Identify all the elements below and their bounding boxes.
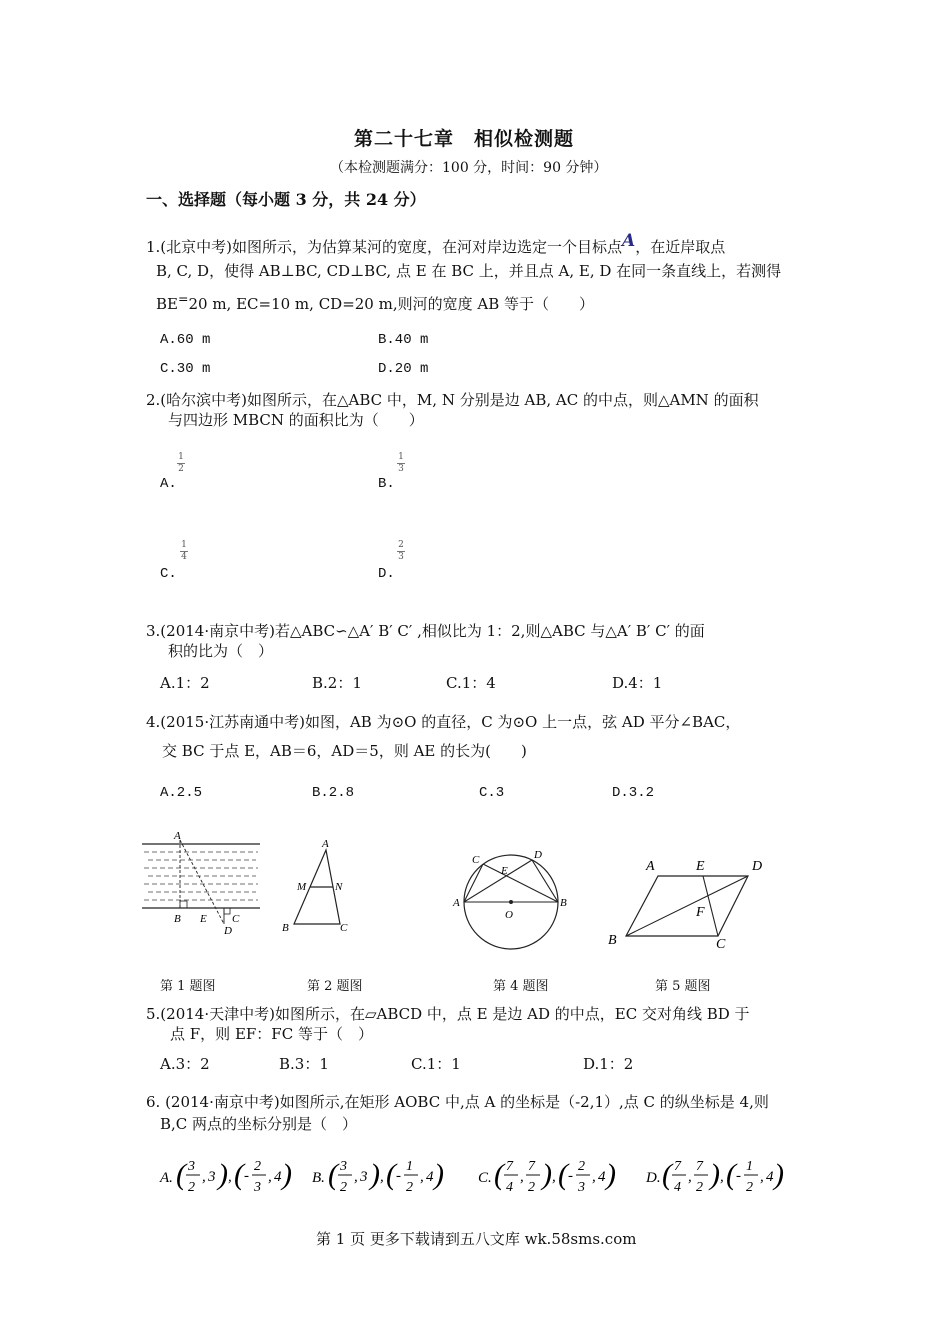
- q6-d-paren-close-2: ): [774, 1158, 784, 1191]
- q6-c-comma-1: ,: [520, 1169, 524, 1185]
- fig2-label-b: B: [282, 922, 289, 934]
- q6-a-paren-open-1: (: [176, 1158, 186, 1191]
- q1-option-d[interactable]: D.20 m: [378, 361, 429, 377]
- q6-option-a-label: A.: [160, 1170, 173, 1186]
- fig1-right-angle-b: [180, 901, 187, 908]
- q4-option-d[interactable]: D.3.2: [612, 785, 655, 801]
- q6-c-comma-2: ,: [592, 1169, 596, 1185]
- q6-d-comma-2: ,: [760, 1169, 764, 1185]
- q6-c-p1-den: 4: [506, 1180, 513, 1195]
- fig5-diagonal-bd: [626, 876, 748, 936]
- q6-a-comma-2: ,: [268, 1169, 272, 1185]
- section-heading: 一、选择题（每小题 3 分，共 24 分）: [146, 190, 426, 209]
- fig5-label-e: E: [696, 859, 705, 874]
- q2-frac-c-num: 1: [181, 540, 187, 550]
- fig2-caption: 第 2 题图: [307, 979, 363, 994]
- q5-option-a[interactable]: A.3：2: [160, 1055, 210, 1073]
- q2-frac-b-num: 1: [398, 452, 404, 462]
- q4-option-b[interactable]: B.2.8: [312, 785, 355, 801]
- fig1-label-d: D: [224, 925, 232, 937]
- fig2-label-m: M: [297, 881, 307, 893]
- q6-option-c-label: C.: [478, 1170, 492, 1186]
- q2-frac-c-den: 4: [181, 552, 187, 562]
- q6-b-p1-den: 2: [340, 1180, 347, 1195]
- q4-line2: 交 BC 于点 E，AB＝6，AD＝5，则 AE 的长为( ): [162, 742, 527, 760]
- fig4-label-d: D: [534, 849, 542, 861]
- q2-fraction-b: [396, 452, 406, 475]
- fig5-label-f: F: [696, 905, 705, 920]
- q6-c-minus: -: [568, 1168, 573, 1184]
- fig1-label-b: B: [174, 913, 181, 925]
- q6-b-paren-open-2: (: [386, 1158, 396, 1191]
- q6-d-p2-y: 4: [766, 1169, 774, 1185]
- q2-option-a[interactable]: A.: [160, 476, 177, 492]
- q6-a-minus: -: [244, 1168, 249, 1184]
- q1-line2: B, C, D，使得 AB⊥BC, CD⊥BC, 点 E 在 BC 上，并且点 A, E, D 在同一条直线上，若测得: [156, 262, 782, 280]
- q6-b-p1-y: 3: [360, 1169, 368, 1185]
- q5-line1: 5.(2014·天津中考)如图所示，在▱ABCD 中，点 E 是边 AD 的中点，EC 交对角线 BD 于: [146, 1005, 750, 1023]
- q2-frac-d-num: 2: [398, 540, 404, 550]
- q6-a-p2-num: 2: [254, 1159, 261, 1174]
- q1-line1: [146, 231, 725, 257]
- q6-c-p1-y-num: 7: [528, 1159, 535, 1174]
- q3-option-c[interactable]: C.1：4: [446, 674, 496, 692]
- q6-a-p2-y: 4: [274, 1169, 282, 1185]
- q3-line2: 积的比为（ ）: [168, 642, 274, 660]
- q6-d-p1-num: 7: [674, 1159, 681, 1174]
- q6-d-comma-1: ,: [688, 1169, 692, 1185]
- q4-option-c[interactable]: C.3: [479, 785, 505, 801]
- q6-b-comma-2: ,: [420, 1169, 424, 1185]
- q1-option-a[interactable]: A.60 m: [160, 332, 211, 348]
- q6-c-sep: ,: [552, 1169, 556, 1185]
- q6-option-a[interactable]: [159, 1158, 292, 1195]
- q2-fraction-a: [176, 452, 186, 475]
- page-footer: 第 1 页 更多下载请到五八文库 wk.58sms.com: [316, 1230, 637, 1248]
- q6-d-sep: ,: [720, 1169, 724, 1185]
- q6-d-p2-num: 1: [746, 1159, 753, 1174]
- q6-c-paren-close-1: ): [542, 1158, 552, 1191]
- fig1-ad: [180, 840, 224, 924]
- fig1-label-c: C: [232, 913, 240, 925]
- fig1-right-angle-c: [224, 908, 230, 914]
- fig5-label-a: A: [646, 859, 655, 874]
- q6-d-paren-close-1: ): [710, 1158, 720, 1191]
- q6-line1: 6. (2014·南京中考)如图所示,在矩形 AOBC 中,点 A 的坐标是（-2,1）,点 C 的纵坐标是 4,则: [146, 1093, 769, 1111]
- q6-b-sep: ,: [380, 1169, 384, 1185]
- q6-b-p2-den: 2: [406, 1180, 413, 1195]
- q6-c-paren-open-1: (: [494, 1158, 504, 1191]
- q3-option-b[interactable]: B.2：1: [312, 674, 362, 692]
- fig4-label-a: A: [453, 897, 460, 909]
- q1-line3: [156, 291, 594, 314]
- fig4-caption: 第 4 题图: [493, 979, 549, 994]
- q2-frac-b-den: 3: [398, 464, 404, 474]
- fig5-ec: [703, 876, 718, 936]
- q6-c-p1-y-den: 2: [528, 1180, 535, 1195]
- q4-line1: 4.(2015·江苏南通中考)如图，AB 为⊙O 的直径，C 为⊙O 上一点，弦 AD 平分∠BAC，: [146, 713, 741, 731]
- q6-d-p1-y-num: 7: [696, 1159, 703, 1174]
- fig5-label-c: C: [716, 937, 726, 952]
- q1-option-b[interactable]: B.40 m: [378, 332, 429, 348]
- fig5-caption: 第 5 题图: [655, 979, 711, 994]
- fig4-center-dot: [509, 900, 513, 904]
- q6-c-p1-num: 7: [506, 1159, 513, 1174]
- fig1-water-lines: [144, 852, 258, 900]
- q6-option-c[interactable]: [478, 1158, 616, 1195]
- q6-b-paren-close-1: ): [370, 1158, 380, 1191]
- fig4-label-o: O: [505, 909, 513, 921]
- q6-option-d-label: D.: [646, 1170, 661, 1186]
- q6-a-p1-den: 2: [188, 1180, 195, 1195]
- q1-option-c[interactable]: C.30 m: [160, 361, 211, 377]
- figure-1-river: [140, 828, 264, 938]
- fig4-label-e: E: [501, 865, 508, 877]
- q6-d-p1-y-den: 2: [696, 1180, 703, 1195]
- q5-line2: 点 F，则 EF：FC 等于（ ）: [170, 1025, 373, 1043]
- q2-frac-d-den: 3: [398, 552, 404, 562]
- q3-line1: 3.(2014·南京中考)若△ABC∽△A′ B′ C′ ,相似比为 1：2,则△ABC 与△A′ B′ C′ 的面: [146, 622, 705, 640]
- q6-options: [156, 1150, 796, 1204]
- q6-a-sep: ,: [228, 1169, 232, 1185]
- figure-4-circle: [450, 844, 576, 954]
- fig5-label-b: B: [608, 933, 617, 948]
- q6-option-b[interactable]: [312, 1158, 444, 1195]
- fig4-label-b: B: [560, 897, 567, 909]
- fig2-label-a: A: [322, 838, 329, 850]
- q6-a-paren-close-2: ): [282, 1158, 292, 1191]
- fig1-label-a: A: [174, 830, 181, 842]
- q6-d-p1-den: 4: [674, 1180, 681, 1195]
- q6-b-p2-y: 4: [426, 1169, 434, 1185]
- figure-2-triangle: [278, 834, 358, 936]
- q6-d-paren-open-2: (: [726, 1158, 736, 1191]
- fig1-caption: 第 1 题图: [160, 979, 216, 994]
- q6-a-p2-den: 3: [254, 1180, 261, 1195]
- q6-b-p2-num: 1: [406, 1159, 413, 1174]
- q2-fraction-c: [179, 540, 189, 563]
- q5-option-d[interactable]: D.1：2: [583, 1055, 634, 1073]
- q2-option-c[interactable]: C.: [160, 566, 177, 582]
- fig2-label-n: N: [335, 881, 343, 893]
- q6-b-p1-num: 3: [340, 1159, 347, 1174]
- q2-fraction-d: [396, 540, 406, 563]
- q6-b-minus: -: [396, 1168, 401, 1184]
- figure-5-parallelogram: [604, 852, 774, 952]
- q6-a-p1-y: 3: [208, 1169, 216, 1185]
- q5-option-c[interactable]: C.1：1: [411, 1055, 461, 1073]
- q6-line2: B,C 两点的坐标分别是（ ）: [160, 1115, 358, 1133]
- fig1-label-e: E: [200, 913, 207, 925]
- q6-d-paren-open-1: (: [662, 1158, 672, 1191]
- q6-a-comma-1: ,: [202, 1169, 206, 1185]
- q6-c-paren-open-2: (: [558, 1158, 568, 1191]
- q2-option-b[interactable]: B.: [378, 476, 395, 492]
- q2-frac-a-num: 1: [178, 452, 184, 462]
- q2-option-d[interactable]: D.: [378, 566, 395, 582]
- fig4-label-c: C: [472, 854, 480, 866]
- q6-b-paren-open-1: (: [328, 1158, 338, 1191]
- q6-a-paren-open-2: (: [234, 1158, 244, 1191]
- q6-option-d[interactable]: [645, 1158, 784, 1195]
- q1-line1-text: 1.(北京中考)如图所示，为估算某河的宽度，在河对岸边选定一个目标点: [146, 238, 623, 256]
- page-subtitle: （本检测题满分：100 分，时间：90 分钟）: [330, 160, 608, 176]
- fig2-label-c: C: [340, 922, 348, 934]
- q6-a-p1-num: 3: [188, 1159, 195, 1174]
- q6-b-paren-close-2: ): [434, 1158, 444, 1191]
- q1-line3-rest: 20 m, EC=10 m, CD=20 m,则河的宽度 AB 等于（ ）: [188, 295, 595, 313]
- q6-c-paren-close-2: ): [606, 1158, 616, 1191]
- q6-option-b-label: B.: [312, 1170, 325, 1186]
- q6-c-p2-num: 2: [578, 1159, 585, 1174]
- q1-be: BE: [156, 295, 178, 313]
- q3-option-a[interactable]: A.1：2: [160, 674, 210, 692]
- page-title: 第二十七章 相似检测题: [354, 128, 575, 150]
- q4-option-a[interactable]: A.2.5: [160, 785, 203, 801]
- q6-a-paren-close-1: ): [218, 1158, 228, 1191]
- q5-option-b[interactable]: B.3：1: [279, 1055, 329, 1073]
- q2-frac-a-den: 2: [178, 464, 184, 474]
- q6-d-minus: -: [736, 1168, 741, 1184]
- q6-d-p2-den: 2: [746, 1180, 753, 1195]
- q6-c-p2-y: 4: [598, 1169, 606, 1185]
- q2-line1: 2.(哈尔滨中考)如图所示，在△ABC 中，M, N 分别是边 AB, AC 的中点，则△AMN 的面积: [146, 391, 759, 409]
- q1-eq: =: [177, 291, 189, 306]
- q6-c-p2-den: 3: [578, 1180, 585, 1195]
- q6-b-comma-1: ,: [354, 1169, 358, 1185]
- q3-option-d[interactable]: D.4：1: [612, 674, 663, 692]
- q1-line1-end: ，在近岸取点: [635, 238, 726, 256]
- fig5-label-d: D: [752, 859, 763, 874]
- q2-line2: 与四边形 MBCN 的面积比为（ ）: [168, 411, 424, 429]
- q1-point-a: A: [622, 231, 636, 251]
